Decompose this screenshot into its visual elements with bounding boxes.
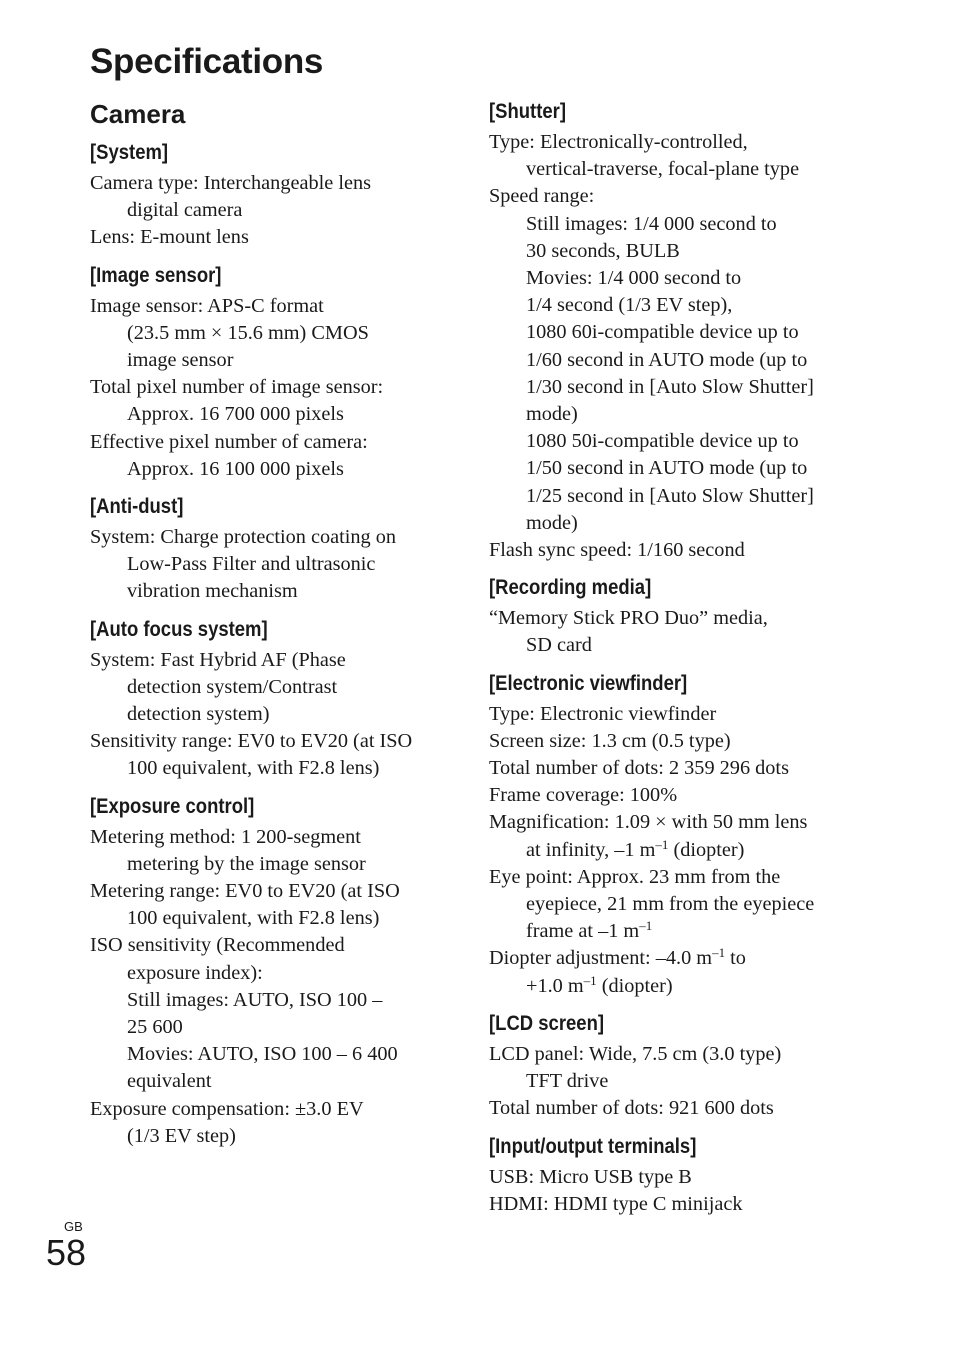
spec-line-text: 1/4 second (1/3 EV step), <box>526 294 733 317</box>
spec-line <box>489 537 859 564</box>
spec-line-text: 1/60 second in AUTO mode (up to <box>526 348 808 371</box>
spec-line <box>489 809 859 836</box>
spec-section-recording-media <box>489 573 859 659</box>
spec-line-text: Type: Electronic viewfinder <box>489 702 717 725</box>
spec-line-text: Approx. 16 100 000 pixels <box>127 457 344 480</box>
spec-line-text: Screen size: 1.3 cm (0.5 type) <box>489 729 731 752</box>
region-code: GB <box>64 1219 83 1234</box>
spec-line <box>90 551 460 578</box>
spec-heading: [Anti-dust] <box>90 495 184 519</box>
spec-line-text: 25 600 <box>127 1016 183 1039</box>
spec-line-text: Speed range: <box>489 185 595 208</box>
spec-line <box>90 755 460 782</box>
spec-line-text: metering by the image sensor <box>127 852 366 875</box>
spec-line-text: 30 seconds, BULB <box>526 239 680 262</box>
spec-line <box>489 455 859 482</box>
spec-line-text: vertical-traverse, focal-plane type <box>526 158 800 181</box>
spec-line-text: Exposure compensation: ±3.0 EV <box>90 1097 364 1120</box>
spec-line-suffix: (diopter) <box>668 838 745 861</box>
spec-section-shutter <box>489 97 859 564</box>
spec-line-text: mode) <box>526 511 578 534</box>
spec-line <box>90 456 460 483</box>
superscript-exponent: –1 <box>639 918 653 934</box>
spec-line-text: Approx. 16 700 000 pixels <box>127 403 344 426</box>
spec-line <box>90 1096 460 1123</box>
spec-section-input-output-terminals <box>489 1132 859 1218</box>
spec-line-text: digital camera <box>127 199 243 222</box>
spec-line-text: Movies: AUTO, ISO 100 – 6 400 <box>127 1043 398 1066</box>
spec-line <box>90 197 460 224</box>
spec-line <box>489 837 859 864</box>
spec-line-text: 1080 60i-compatible device up to <box>526 321 799 344</box>
spec-line-text: Metering range: EV0 to EV20 (at ISO <box>90 880 400 903</box>
spec-line <box>489 891 859 918</box>
spec-line <box>489 483 859 510</box>
spec-line <box>489 211 859 238</box>
spec-line <box>489 1164 859 1191</box>
spec-heading: [LCD screen] <box>489 1011 605 1035</box>
spec-line-text: mode) <box>526 403 578 426</box>
spec-line <box>90 728 460 755</box>
spec-line <box>90 347 460 374</box>
spec-line-text: detection system/Contrast <box>127 675 338 698</box>
spec-line <box>489 918 859 945</box>
spec-line <box>489 129 859 156</box>
spec-line-text: LCD panel: Wide, 7.5 cm (3.0 type) <box>489 1042 782 1065</box>
spec-line-text: Total pixel number of image sensor: <box>90 376 384 399</box>
spec-heading: [Electronic viewfinder] <box>489 671 688 695</box>
spec-line <box>489 1041 859 1068</box>
spec-section-exposure-control <box>90 792 460 1150</box>
spec-line-text: Metering method: 1 200-segment <box>90 825 361 848</box>
right-column <box>489 97 859 1227</box>
spec-line-text: (23.5 mm × 15.6 mm) CMOS <box>127 321 369 344</box>
spec-line <box>90 960 460 987</box>
spec-line <box>90 1068 460 1095</box>
spec-line <box>489 1095 859 1122</box>
spec-line-text: (1/3 EV step) <box>127 1124 236 1147</box>
spec-line-text: 1080 50i-compatible device up to <box>526 430 799 453</box>
spec-line <box>90 851 460 878</box>
spec-line-text: TFT drive <box>526 1070 609 1093</box>
spec-line <box>90 401 460 428</box>
spec-line <box>489 428 859 455</box>
spec-line-text: Still images: AUTO, ISO 100 – <box>127 988 383 1011</box>
spec-line-suffix: to <box>725 947 746 970</box>
spec-line <box>90 1123 460 1150</box>
superscript-exponent: –1 <box>712 945 726 961</box>
spec-line <box>90 878 460 905</box>
spec-line-text: Sensitivity range: EV0 to EV20 (at ISO <box>90 730 413 753</box>
spec-line <box>489 755 859 782</box>
spec-line <box>489 347 859 374</box>
spec-heading: [Shutter] <box>489 100 566 123</box>
spec-line-text: frame at –1 m <box>526 920 640 943</box>
spec-line <box>489 782 859 809</box>
spec-line <box>489 374 859 401</box>
spec-line-text: 100 equivalent, with F2.8 lens) <box>127 757 380 780</box>
spec-line <box>489 510 859 537</box>
spec-section-electronic-viewfinder <box>489 669 859 1000</box>
spec-line <box>90 987 460 1014</box>
spec-line <box>90 374 460 401</box>
spec-line <box>90 701 460 728</box>
spec-line <box>489 183 859 210</box>
spec-line-text: exposure index): <box>127 961 263 984</box>
spec-line-text: Frame coverage: 100% <box>489 784 678 807</box>
spec-line-suffix: (diopter) <box>596 974 673 997</box>
spec-line-text: Still images: 1/4 000 second to <box>526 212 777 235</box>
spec-line-text: System: Fast Hybrid AF (Phase <box>90 648 346 671</box>
spec-line <box>489 238 859 265</box>
spec-line-text: USB: Micro USB type B <box>489 1165 692 1188</box>
spec-line <box>489 265 859 292</box>
spec-line <box>489 319 859 346</box>
spec-line <box>489 1068 859 1095</box>
spec-line-text: “Memory Stick PRO Duo” media, <box>489 607 768 630</box>
spec-line-text: Lens: E-mount lens <box>90 226 249 249</box>
spec-line-text: Eye point: Approx. 23 mm from the <box>489 865 781 888</box>
spec-section-image-sensor <box>90 261 460 483</box>
spec-line-text: Diopter adjustment: –4.0 m <box>489 947 713 970</box>
spec-heading: [Recording media] <box>489 576 652 600</box>
spec-line <box>90 524 460 551</box>
spec-line-text: Low-Pass Filter and ultrasonic <box>127 553 376 576</box>
spec-line <box>90 932 460 959</box>
spec-line <box>90 905 460 932</box>
spec-line-text: equivalent <box>127 1070 212 1093</box>
spec-section-lcd-screen <box>489 1009 859 1123</box>
spec-line <box>489 401 859 428</box>
spec-heading: [Input/output terminals] <box>489 1134 697 1158</box>
spec-line-text: detection system) <box>127 703 270 726</box>
spec-line <box>489 1191 859 1218</box>
spec-line <box>489 605 859 632</box>
spec-line-text: image sensor <box>127 349 234 372</box>
spec-line <box>90 578 460 605</box>
spec-line <box>489 864 859 891</box>
spec-line-text: Movies: 1/4 000 second to <box>526 267 742 290</box>
superscript-exponent: –1 <box>655 836 669 852</box>
spec-line-text: Total number of dots: 921 600 dots <box>489 1097 774 1120</box>
spec-line-text: eyepiece, 21 mm from the eyepiece <box>526 893 815 916</box>
spec-line-text: +1.0 m <box>526 974 584 997</box>
spec-line <box>90 647 460 674</box>
spec-heading: [Auto focus system] <box>90 617 268 641</box>
spec-line <box>90 429 460 456</box>
spec-line <box>489 632 859 659</box>
spec-line-text: Effective pixel number of camera: <box>90 430 368 453</box>
spec-section-anti-dust <box>90 492 460 606</box>
left-column <box>90 96 460 1159</box>
spec-line <box>90 320 460 347</box>
spec-line-text: 1/25 second in [Auto Slow Shutter] <box>526 484 814 507</box>
spec-section-system <box>90 138 460 252</box>
spec-heading: [Image sensor] <box>90 263 222 287</box>
spec-heading: [Exposure control] <box>90 794 255 818</box>
spec-line-text: Magnification: 1.09 × with 50 mm lens <box>489 811 808 834</box>
superscript-exponent: –1 <box>583 972 597 988</box>
spec-line-text: 1/30 second in [Auto Slow Shutter] <box>526 375 814 398</box>
right-sections <box>489 97 859 1218</box>
spec-line <box>90 674 460 701</box>
spec-line-text: ISO sensitivity (Recommended <box>90 934 345 957</box>
spec-line <box>489 945 859 972</box>
spec-line-text: Flash sync speed: 1/160 second <box>489 539 745 562</box>
spec-line-text: Image sensor: APS-C format <box>90 294 324 317</box>
spec-line-text: Type: Electronically-controlled, <box>489 131 748 153</box>
spec-line <box>489 292 859 319</box>
spec-line-text: 100 equivalent, with F2.8 lens) <box>127 907 380 930</box>
spec-line <box>90 1014 460 1041</box>
spec-line <box>489 701 859 728</box>
spec-line <box>489 728 859 755</box>
section-title: Camera <box>90 99 186 129</box>
spec-section-auto-focus-system <box>90 615 460 783</box>
spec-line <box>90 224 460 251</box>
spec-line <box>489 973 859 1000</box>
spec-heading: [System] <box>90 141 169 164</box>
spec-line <box>90 1041 460 1068</box>
page-number: 58 <box>46 1232 87 1273</box>
spec-line-text: System: Charge protection coating on <box>90 526 397 549</box>
spec-line-text: Total number of dots: 2 359 296 dots <box>489 757 789 780</box>
spec-line-text: vibration mechanism <box>127 580 298 603</box>
spec-line-text: HDMI: HDMI type C minijack <box>489 1192 743 1215</box>
spec-line <box>90 293 460 320</box>
spec-line <box>90 170 460 197</box>
left-sections <box>90 138 460 1150</box>
spec-line <box>489 156 859 183</box>
spec-line-text: at infinity, –1 m <box>526 838 656 861</box>
spec-line-text: 1/50 second in AUTO mode (up to <box>526 457 808 480</box>
spec-line-text: Camera type: Interchangeable lens <box>90 172 371 194</box>
page-title: Specifications <box>90 42 324 81</box>
spec-line-text: SD card <box>526 634 592 657</box>
spec-line <box>90 824 460 851</box>
